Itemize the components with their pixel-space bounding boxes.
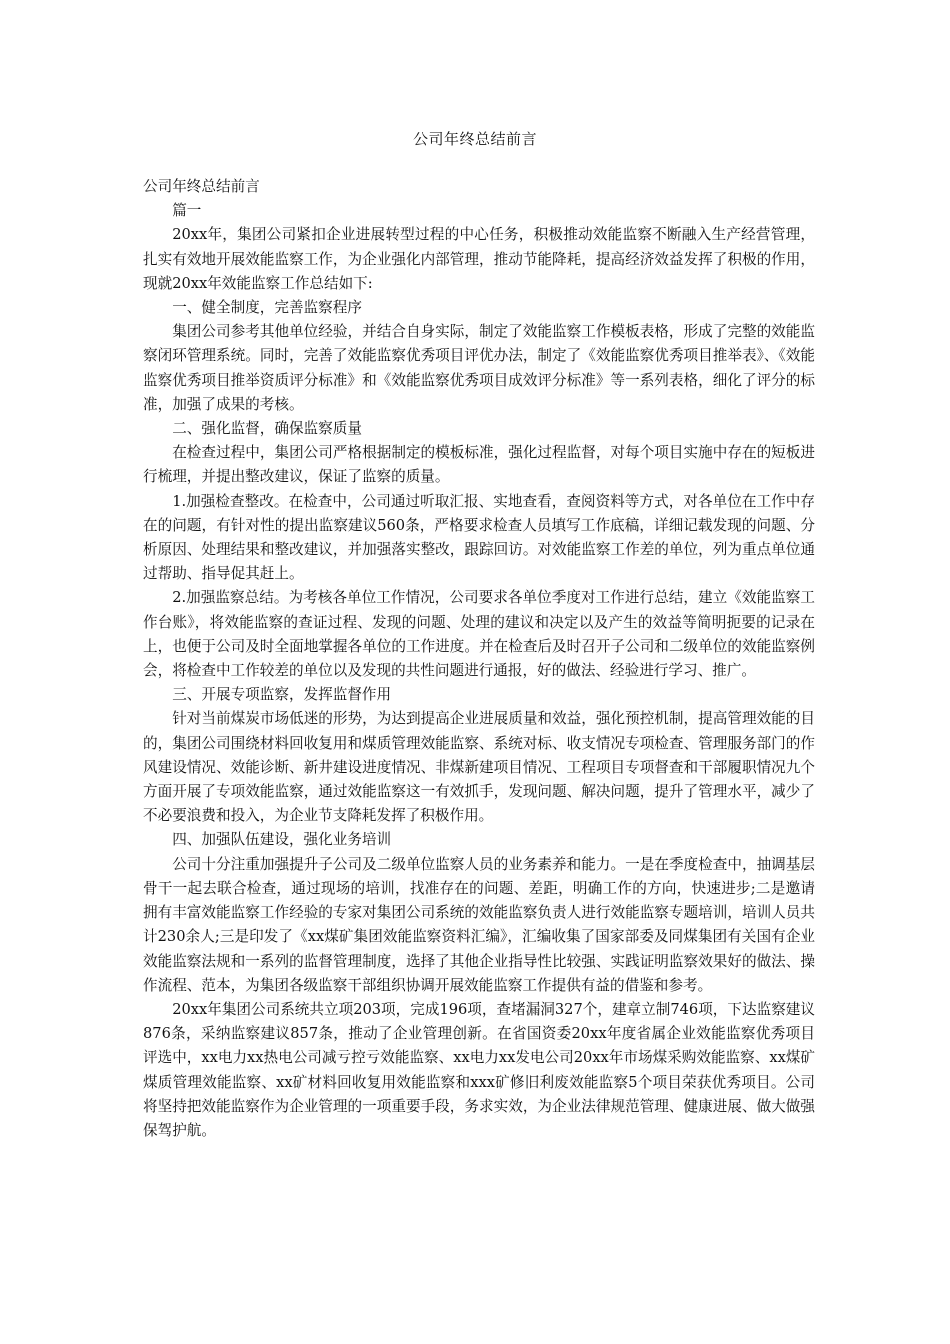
paragraph-section-3: 针对当前煤炭市场低迷的形势，为达到提高企业进展质量和效益，强化预控机制，提高管理效能的目的，集团公司围绕材料回收复用和煤质管理效能监察、系统对标、收支情况专项检查、管理服务部门的作风建设情况、效能诊断、新井建设进度情况、非煤新建项目情况、工程项目专项督查和干部履职情况九个方面开展了专项效能监察，通过效能监察这一有效抓手，发现问题、解决问题，提升了管理水平，减少了不必要浪费和投入，为企业节支降耗发挥了积极作用。 (143, 710, 815, 825)
paragraph-item-1: 1.加强检查整改。在检查中，公司通过听取汇报、实地查看，查阅资料等方式，对各单位在工作中存在的问题，有针对性的提出监察建议560条，严格要求检查人员填写工作底稿，详细记载发现的问题、分析原因、处理结果和整改建议，并加强落实整改，跟踪回访。对效能监察工作差的单位，列为重点单位通过帮助、指导促其赶上。 (143, 492, 815, 583)
document-body (143, 175, 815, 1143)
section-heading-3: 三、开展专项监察，发挥监督作用 (172, 686, 392, 704)
paragraph-intro: 20xx年，集团公司紧扣企业进展转型过程的中心任务，积极推动效能监察不断融入生产经营管理，扎实有效地开展效能监察工作，为企业强化内部管理，推动节能降耗，提高经济效益发挥了积极的作用，现就20xx年效能监察工作总结如下: (143, 226, 815, 292)
paragraph-summary: 20xx年集团公司系统共立项203项，完成196项，查堵漏洞327个，建章立制746项，下达监察建议876条，采纳监察建议857条，推动了企业管理创新。在省国资委20xx年度省属企业效能监察优秀项目评选中，xx电力xx热电公司减亏控亏效能监察、xx电力xx发电公司20xx年市场煤采购效能监察、xx煤矿煤质管理效能监察、xx矿材料回收复用效能监察和xxx矿修旧利废效能监察5个项目荣获优秀项目。公司将坚持把效能监察作为企业管理的一项重要手段，务求实效，为企业法律规范管理、健康进展、做大做强保驾护航。 (143, 1000, 815, 1139)
paragraph-item-2: 2.加强监察总结。为考核各单位工作情况，公司要求各单位季度对工作进行总结，建立《效能监察工作台账》，将效能监察的查证过程、发现的问题、处理的建议和决定以及产生的效益等简明扼要的记录在上，也便于公司及时全面地掌握各单位的工作进度。并在检查后及时召开子公司和二级单位的效能监察例会，将检查中工作较差的单位以及发现的共性问题进行通报，好的做法、经验进行学习、推广。 (143, 589, 815, 680)
document-title: 公司年终总结前言 (412, 130, 537, 148)
section-heading-4: 四、加强队伍建设，强化业务培训 (172, 831, 392, 849)
document-subtitle: 公司年终总结前言 (143, 178, 260, 195)
paragraph-section-1: 集团公司参考其他单位经验，并结合自身实际，制定了效能监察工作模板表格，形成了完整的效能监察闭环管理系统。同时，完善了效能监察优秀项目评优办法，制定了《效能监察优秀项目推举表》、《效能监察优秀项目推举资质评分标准》和《效能监察优秀项目成效评分标准》等一系列表格，细化了评分的标准，加强了成果的考核。 (143, 323, 815, 413)
section-heading-1: 一、健全制度，完善监察程序 (172, 299, 362, 317)
part-label: 篇一 (172, 202, 202, 220)
paragraph-section-4: 公司十分注重加强提升子公司及二级单位监察人员的业务素养和能力。一是在季度检查中，抽调基层骨干一起去联合检查，通过现场的培训，找准存在的问题、差距，明确工作的方向，快速进步;二是邀请拥有丰富效能监察工作经验的专家对集团公司系统的效能监察负责人进行效能监察专题培训，培训人员共计230余人;三是印发了《xx煤矿集团效能监察资料汇编》，汇编收集了国家部委及同煤集团有关国有企业效能监察法规和一系列的监督管理制度，选择了其他企业指导性比较强、实践证明监察效果好的做法、操作流程、范本，为集团各级监察干部组织协调开展效能监察工作提供有益的借鉴和参考。 (143, 855, 815, 994)
paragraph-section-2: 在检查过程中，集团公司严格根据制定的模板标准，强化过程监督，对每个项目实施中存在的短板进行梳理，并提出整改建议，保证了监察的质量。 (143, 444, 815, 486)
section-heading-2: 二、强化监督，确保监察质量 (172, 420, 362, 438)
